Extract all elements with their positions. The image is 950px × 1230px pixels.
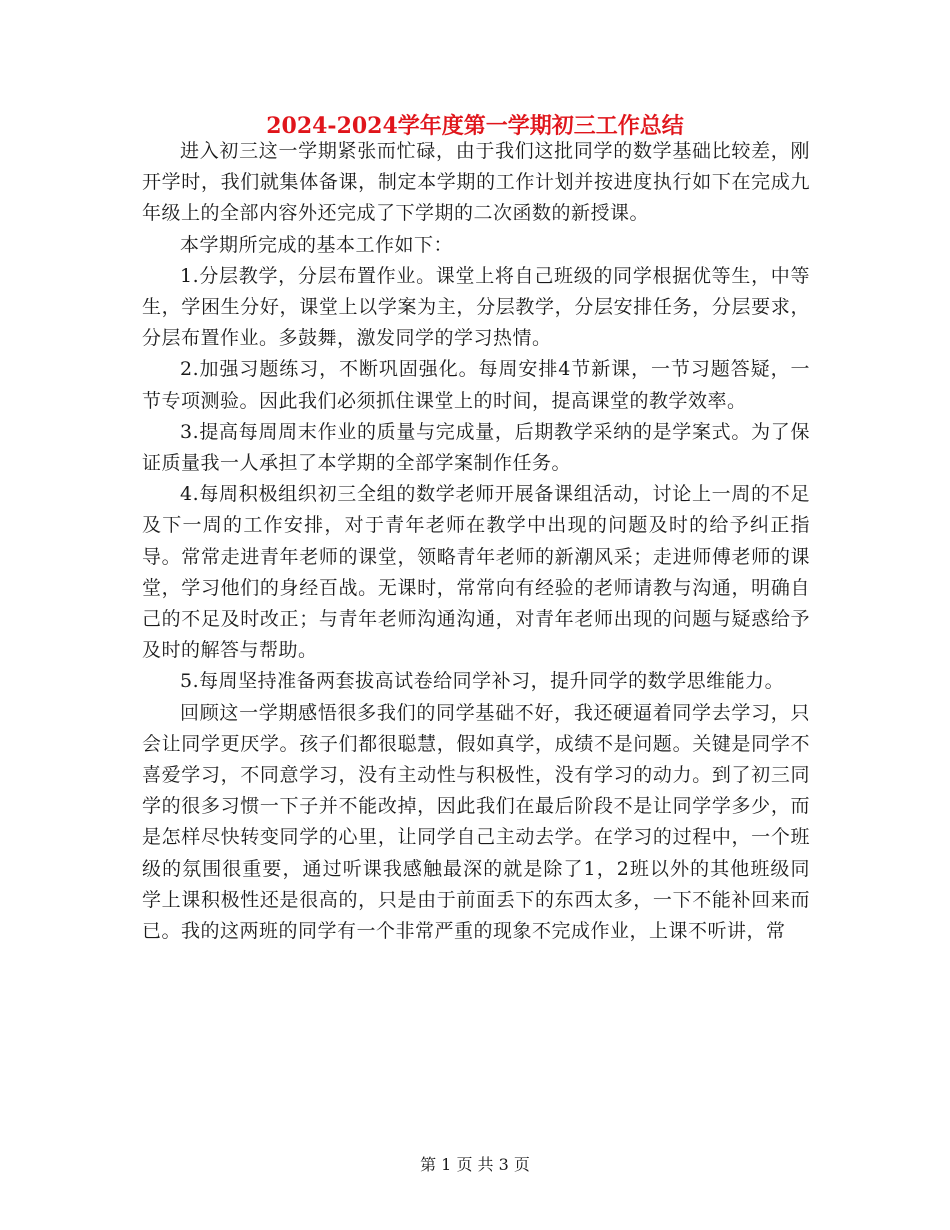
paragraph-reflection: 回顾这一学期感悟很多我们的同学基础不好，我还硬逼着同学去学习，只会让同学更厌学。孩子们都很聪慧，假如真学，成绩不是问题。关键是同学不喜爱学习，不同意学习，没有主动性与积极性，没有学习的动力。到了初三同学的很多习惯一下子并不能改掉，因此我们在最后阶段不是让同学学多少，而是怎样尽快转变同学的心里，让同学自己主动去学。在学习的过程中，一个班级的氛围很重要，通过听课我感触最深的就是除了1，2班以外的其他班级同学上课积极性还是很高的，只是由于前面丢下的东西太多，一下不能补回来而已。我的这两班的同学有一个非常严重的现象不完成作业，上课不听讲，常 [142, 701, 810, 943]
document-body [142, 136, 810, 947]
paragraph-item-2: 2.加强习题练习，不断巩固强化。每周安排4节新课，一节习题答疑，一节专项测验。因此我们必须抓住课堂上的时间，提高课堂的教学效率。 [142, 358, 810, 412]
paragraph-work-heading: 本学期所完成的基本工作如下： [180, 233, 454, 256]
paragraph-item-3: 3.提高每周周末作业的质量与完成量，后期教学采纳的是学案式。为了保证质量我一人承担了本学期的全部学案制作任务。 [142, 420, 810, 475]
paragraph-intro: 进入初三这一学期紧张而忙碌，由于我们这批同学的数学基础比较差，刚开学时，我们就集体备课，制定本学期的工作计划并按进度执行如下在完成九年级上的全部内容外还完成了下学期的二次函数的新授课。 [142, 140, 810, 225]
paragraph-item-5: 5.每周坚持准备两套拔高试卷给同学补习，提升同学的数学思维能力。 [180, 670, 785, 693]
page-number-footer: 第 1 页 共 3 页 [420, 1155, 530, 1174]
paragraph-item-4: 4.每周积极组织初三全组的数学老师开展备课组活动，讨论上一周的不足及下一周的工作安排，对于青年老师在教学中出现的问题及时的给予纠正指导。常常走进青年老师的课堂，领略青年老师的新潮风采；走进师傅老师的课堂，学习他们的身经百战。无课时，常常向有经验的老师请教与沟通，明确自己的不足及时改正；与青年老师沟通沟通，对青年老师出现的问题与疑惑给予及时的解答与帮助。 [142, 483, 810, 662]
paragraph-item-1: 1.分层教学，分层布置作业。课堂上将自己班级的同学根据优等生，中等生，学困生分好，课堂上以学案为主，分层教学，分层安排任务，分层要求，分层布置作业。多鼓舞，激发同学的学习热情。 [142, 264, 810, 350]
document-title: 2024-2024学年度第一学期初三工作总结 [266, 113, 684, 139]
